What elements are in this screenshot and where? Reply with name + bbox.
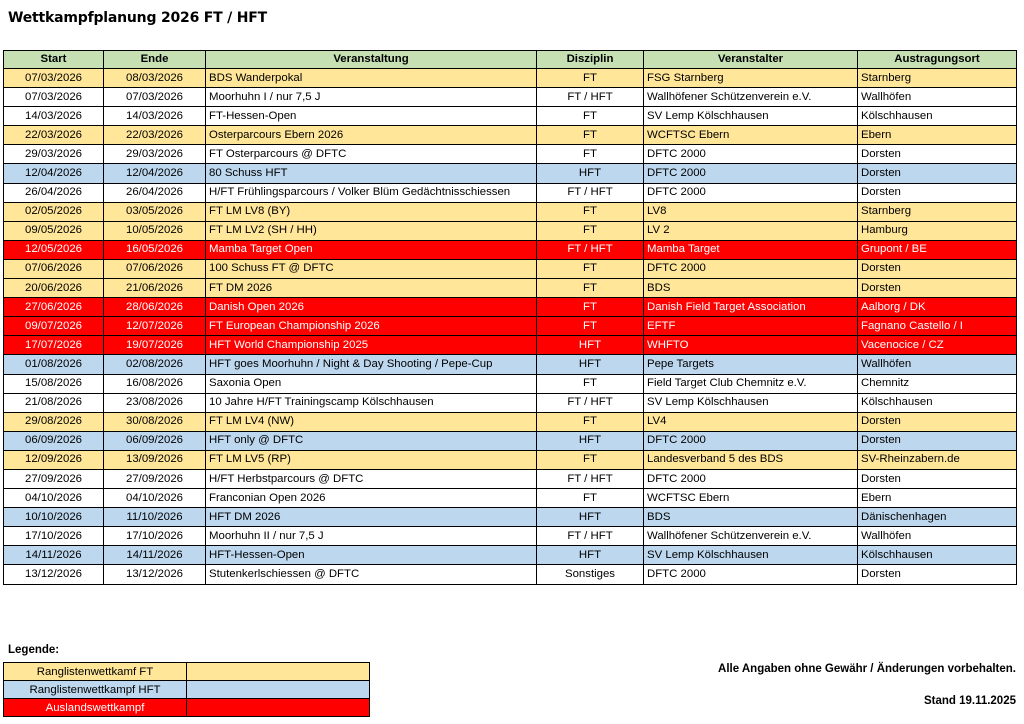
table-row xyxy=(4,527,1017,546)
table-row xyxy=(4,88,1017,107)
cell-start: 04/10/2026 xyxy=(4,489,104,508)
cell-veranstalter: Field Target Club Chemnitz e.V. xyxy=(644,374,858,393)
cell-veranstalter: WHFTO xyxy=(644,336,858,355)
cell-veranstalter: SV Lemp Kölschhausen xyxy=(644,393,858,412)
table-row xyxy=(4,546,1017,565)
cell-austragungsort: Dorsten xyxy=(858,279,1017,298)
cell-ende: 06/09/2026 xyxy=(104,431,206,450)
cell-veranstalter: Wallhöfener Schützenverein e.V. xyxy=(644,88,858,107)
table-row xyxy=(4,221,1017,240)
cell-veranstaltung: FT LM LV2 (SH / HH) xyxy=(206,221,537,240)
legend-label: Ranglistenwettkamf FT xyxy=(4,663,187,681)
column-header-ende: Ende xyxy=(104,51,206,69)
cell-ende: 10/05/2026 xyxy=(104,221,206,240)
legend-swatch xyxy=(187,681,370,699)
cell-austragungsort: Ebern xyxy=(858,489,1017,508)
cell-veranstaltung: HFT DM 2026 xyxy=(206,508,537,527)
cell-austragungsort: Dorsten xyxy=(858,259,1017,278)
cell-veranstalter: Mamba Target xyxy=(644,240,858,259)
cell-disziplin: FT xyxy=(537,489,644,508)
cell-start: 12/04/2026 xyxy=(4,164,104,183)
cell-veranstalter: Landesverband 5 des BDS xyxy=(644,450,858,469)
cell-ende: 16/08/2026 xyxy=(104,374,206,393)
cell-ende: 07/03/2026 xyxy=(104,88,206,107)
cell-ende: 26/04/2026 xyxy=(104,183,206,202)
legend-body xyxy=(4,663,370,717)
cell-ende: 12/04/2026 xyxy=(104,164,206,183)
table-row xyxy=(4,336,1017,355)
cell-ende: 27/09/2026 xyxy=(104,469,206,488)
cell-start: 15/08/2026 xyxy=(4,374,104,393)
cell-disziplin: FT xyxy=(537,412,644,431)
cell-veranstalter: BDS xyxy=(644,279,858,298)
cell-disziplin: FT xyxy=(537,450,644,469)
cell-veranstalter: Pepe Targets xyxy=(644,355,858,374)
cell-disziplin: HFT xyxy=(537,546,644,565)
cell-austragungsort: Aalborg / DK xyxy=(858,298,1017,317)
cell-disziplin: FT xyxy=(537,279,644,298)
table-row xyxy=(4,259,1017,278)
cell-disziplin: FT / HFT xyxy=(537,527,644,546)
cell-ende: 28/06/2026 xyxy=(104,298,206,317)
cell-veranstalter: DFTC 2000 xyxy=(644,145,858,164)
legend-title: Legende: xyxy=(8,644,60,656)
cell-austragungsort: SV-Rheinzabern.de xyxy=(858,450,1017,469)
cell-disziplin: FT xyxy=(537,317,644,336)
cell-austragungsort: Dorsten xyxy=(858,412,1017,431)
cell-disziplin: FT xyxy=(537,69,644,88)
cell-disziplin: FT xyxy=(537,107,644,126)
cell-disziplin: FT xyxy=(537,374,644,393)
table-row xyxy=(4,164,1017,183)
cell-ende: 11/10/2026 xyxy=(104,508,206,527)
cell-veranstaltung: FT-Hessen-Open xyxy=(206,107,537,126)
cell-veranstaltung: FT LM LV4 (NW) xyxy=(206,412,537,431)
cell-ende: 13/12/2026 xyxy=(104,565,206,584)
cell-austragungsort: Starnberg xyxy=(858,69,1017,88)
cell-start: 14/11/2026 xyxy=(4,546,104,565)
cell-veranstalter: DFTC 2000 xyxy=(644,183,858,202)
cell-start: 20/06/2026 xyxy=(4,279,104,298)
cell-start: 26/04/2026 xyxy=(4,183,104,202)
cell-veranstaltung: Mamba Target Open xyxy=(206,240,537,259)
cell-disziplin: HFT xyxy=(537,355,644,374)
cell-veranstaltung: FT DM 2026 xyxy=(206,279,537,298)
cell-veranstalter: WCFTSC Ebern xyxy=(644,126,858,145)
cell-start: 22/03/2026 xyxy=(4,126,104,145)
cell-start: 09/05/2026 xyxy=(4,221,104,240)
cell-ende: 14/11/2026 xyxy=(104,546,206,565)
table-row xyxy=(4,450,1017,469)
cell-austragungsort: Chemnitz xyxy=(858,374,1017,393)
table-row xyxy=(4,508,1017,527)
cell-disziplin: HFT xyxy=(537,431,644,450)
cell-start: 17/07/2026 xyxy=(4,336,104,355)
cell-austragungsort: Dorsten xyxy=(858,565,1017,584)
table-row xyxy=(4,202,1017,221)
cell-ende: 08/03/2026 xyxy=(104,69,206,88)
cell-veranstaltung: Danish Open 2026 xyxy=(206,298,537,317)
cell-austragungsort: Kölschhausen xyxy=(858,107,1017,126)
cell-disziplin: FT xyxy=(537,202,644,221)
legend-swatch xyxy=(187,699,370,717)
cell-ende: 22/03/2026 xyxy=(104,126,206,145)
table-row xyxy=(4,469,1017,488)
cell-veranstaltung: Moorhuhn I / nur 7,5 J xyxy=(206,88,537,107)
table-row xyxy=(4,279,1017,298)
cell-ende: 02/08/2026 xyxy=(104,355,206,374)
cell-austragungsort: Dorsten xyxy=(858,145,1017,164)
cell-austragungsort: Ebern xyxy=(858,126,1017,145)
cell-veranstalter: EFTF xyxy=(644,317,858,336)
cell-veranstalter: LV4 xyxy=(644,412,858,431)
cell-disziplin: FT xyxy=(537,259,644,278)
cell-austragungsort: Starnberg xyxy=(858,202,1017,221)
legend-label: Auslandswettkampf xyxy=(4,699,187,717)
cell-austragungsort: Kölschhausen xyxy=(858,546,1017,565)
cell-disziplin: FT / HFT xyxy=(537,88,644,107)
cell-veranstalter: SV Lemp Kölschhausen xyxy=(644,546,858,565)
cell-disziplin: HFT xyxy=(537,336,644,355)
cell-start: 14/03/2026 xyxy=(4,107,104,126)
legend-item xyxy=(4,663,370,681)
cell-ende: 12/07/2026 xyxy=(104,317,206,336)
cell-start: 07/03/2026 xyxy=(4,69,104,88)
cell-austragungsort: Hamburg xyxy=(858,221,1017,240)
cell-start: 27/06/2026 xyxy=(4,298,104,317)
table-row xyxy=(4,69,1017,88)
cell-disziplin: HFT xyxy=(537,508,644,527)
cell-disziplin: FT xyxy=(537,221,644,240)
column-header-veranstalter: Veranstalter xyxy=(644,51,858,69)
table-row xyxy=(4,240,1017,259)
table-row xyxy=(4,355,1017,374)
column-header-veranstaltung: Veranstaltung xyxy=(206,51,537,69)
cell-start: 27/09/2026 xyxy=(4,469,104,488)
cell-austragungsort: Wallhöfen xyxy=(858,355,1017,374)
cell-ende: 19/07/2026 xyxy=(104,336,206,355)
cell-disziplin: FT xyxy=(537,126,644,145)
cell-start: 21/08/2026 xyxy=(4,393,104,412)
cell-austragungsort: Kölschhausen xyxy=(858,393,1017,412)
cell-veranstalter: WCFTSC Ebern xyxy=(644,489,858,508)
cell-veranstalter: FSG Starnberg xyxy=(644,69,858,88)
table-row xyxy=(4,183,1017,202)
cell-austragungsort: Dorsten xyxy=(858,164,1017,183)
table-row xyxy=(4,431,1017,450)
cell-veranstalter: SV Lemp Kölschhausen xyxy=(644,107,858,126)
cell-start: 01/08/2026 xyxy=(4,355,104,374)
legend-item xyxy=(4,699,370,717)
cell-ende: 21/06/2026 xyxy=(104,279,206,298)
cell-austragungsort: Dänischenhagen xyxy=(858,508,1017,527)
cell-veranstaltung: Franconian Open 2026 xyxy=(206,489,537,508)
cell-veranstaltung: Stutenkerlschiessen @ DFTC xyxy=(206,565,537,584)
cell-disziplin: FT xyxy=(537,298,644,317)
cell-veranstaltung: Moorhuhn II / nur 7,5 J xyxy=(206,527,537,546)
cell-veranstaltung: Osterparcours Ebern 2026 xyxy=(206,126,537,145)
cell-ende: 16/05/2026 xyxy=(104,240,206,259)
legend-swatch xyxy=(187,663,370,681)
table-row xyxy=(4,374,1017,393)
table-body xyxy=(4,69,1017,585)
cell-veranstalter: Wallhöfener Schützenverein e.V. xyxy=(644,527,858,546)
cell-veranstaltung: FT LM LV8 (BY) xyxy=(206,202,537,221)
table-header-row xyxy=(4,51,1017,69)
cell-disziplin: FT xyxy=(537,145,644,164)
cell-ende: 13/09/2026 xyxy=(104,450,206,469)
cell-start: 13/12/2026 xyxy=(4,565,104,584)
cell-veranstalter: DFTC 2000 xyxy=(644,565,858,584)
legend-label: Ranglistenwettkampf HFT xyxy=(4,681,187,699)
column-header-start: Start xyxy=(4,51,104,69)
page-title: Wettkampfplanung 2026 FT / HFT xyxy=(8,10,267,26)
column-header-disziplin: Disziplin xyxy=(537,51,644,69)
cell-disziplin: HFT xyxy=(537,164,644,183)
cell-veranstaltung: Saxonia Open xyxy=(206,374,537,393)
cell-veranstalter: BDS xyxy=(644,508,858,527)
table-row xyxy=(4,145,1017,164)
cell-start: 06/09/2026 xyxy=(4,431,104,450)
cell-disziplin: FT / HFT xyxy=(537,240,644,259)
cell-start: 17/10/2026 xyxy=(4,527,104,546)
cell-ende: 14/03/2026 xyxy=(104,107,206,126)
table-row xyxy=(4,393,1017,412)
cell-start: 29/03/2026 xyxy=(4,145,104,164)
cell-ende: 17/10/2026 xyxy=(104,527,206,546)
cell-veranstaltung: FT European Championship 2026 xyxy=(206,317,537,336)
cell-disziplin: FT / HFT xyxy=(537,469,644,488)
cell-ende: 03/05/2026 xyxy=(104,202,206,221)
cell-start: 12/05/2026 xyxy=(4,240,104,259)
cell-austragungsort: Fagnano Castello / I xyxy=(858,317,1017,336)
table-row xyxy=(4,107,1017,126)
cell-veranstaltung: HFT goes Moorhuhn / Night & Day Shooting / Pepe-Cup xyxy=(206,355,537,374)
cell-veranstaltung: H/FT Herbstparcours @ DFTC xyxy=(206,469,537,488)
column-header-austragungsort: Austragungsort xyxy=(858,51,1017,69)
table-row xyxy=(4,412,1017,431)
cell-disziplin: FT / HFT xyxy=(537,393,644,412)
cell-veranstaltung: HFT World Championship 2025 xyxy=(206,336,537,355)
table-row xyxy=(4,565,1017,584)
cell-start: 07/06/2026 xyxy=(4,259,104,278)
table-row xyxy=(4,489,1017,508)
cell-veranstalter: DFTC 2000 xyxy=(644,259,858,278)
cell-ende: 07/06/2026 xyxy=(104,259,206,278)
table-row xyxy=(4,317,1017,336)
legend-table xyxy=(3,662,370,717)
cell-austragungsort: Wallhöfen xyxy=(858,527,1017,546)
cell-veranstaltung: HFT-Hessen-Open xyxy=(206,546,537,565)
stand-date: Stand 19.11.2025 xyxy=(923,695,1016,707)
cell-start: 07/03/2026 xyxy=(4,88,104,107)
cell-veranstalter: Danish Field Target Association xyxy=(644,298,858,317)
cell-austragungsort: Vacenocice / CZ xyxy=(858,336,1017,355)
cell-disziplin: Sonstiges xyxy=(537,565,644,584)
cell-veranstaltung: H/FT Frühlingsparcours / Volker Blüm Gedächtnisschiessen xyxy=(206,183,537,202)
cell-veranstalter: LV8 xyxy=(644,202,858,221)
cell-start: 10/10/2026 xyxy=(4,508,104,527)
cell-austragungsort: Dorsten xyxy=(858,469,1017,488)
cell-start: 12/09/2026 xyxy=(4,450,104,469)
cell-austragungsort: Wallhöfen xyxy=(858,88,1017,107)
cell-start: 09/07/2026 xyxy=(4,317,104,336)
cell-veranstaltung: FT LM LV5 (RP) xyxy=(206,450,537,469)
table-row xyxy=(4,126,1017,145)
disclaimer-text: Alle Angaben ohne Gewähr / Änderungen vorbehalten. xyxy=(718,663,1016,675)
cell-veranstalter: DFTC 2000 xyxy=(644,469,858,488)
cell-veranstaltung: BDS Wanderpokal xyxy=(206,69,537,88)
cell-ende: 30/08/2026 xyxy=(104,412,206,431)
cell-veranstaltung: FT Osterparcours @ DFTC xyxy=(206,145,537,164)
cell-veranstaltung: 10 Jahre H/FT Trainingscamp Kölschhausen xyxy=(206,393,537,412)
cell-ende: 04/10/2026 xyxy=(104,489,206,508)
cell-veranstaltung: HFT only @ DFTC xyxy=(206,431,537,450)
cell-austragungsort: Dorsten xyxy=(858,183,1017,202)
competition-table xyxy=(3,50,1017,585)
cell-veranstalter: DFTC 2000 xyxy=(644,164,858,183)
legend-item xyxy=(4,681,370,699)
cell-ende: 29/03/2026 xyxy=(104,145,206,164)
cell-disziplin: FT / HFT xyxy=(537,183,644,202)
table-row xyxy=(4,298,1017,317)
cell-ende: 23/08/2026 xyxy=(104,393,206,412)
cell-veranstalter: LV 2 xyxy=(644,221,858,240)
cell-veranstaltung: 80 Schuss HFT xyxy=(206,164,537,183)
cell-austragungsort: Grupont / BE xyxy=(858,240,1017,259)
cell-veranstaltung: 100 Schuss FT @ DFTC xyxy=(206,259,537,278)
cell-veranstalter: DFTC 2000 xyxy=(644,431,858,450)
cell-austragungsort: Dorsten xyxy=(858,431,1017,450)
cell-start: 02/05/2026 xyxy=(4,202,104,221)
cell-start: 29/08/2026 xyxy=(4,412,104,431)
